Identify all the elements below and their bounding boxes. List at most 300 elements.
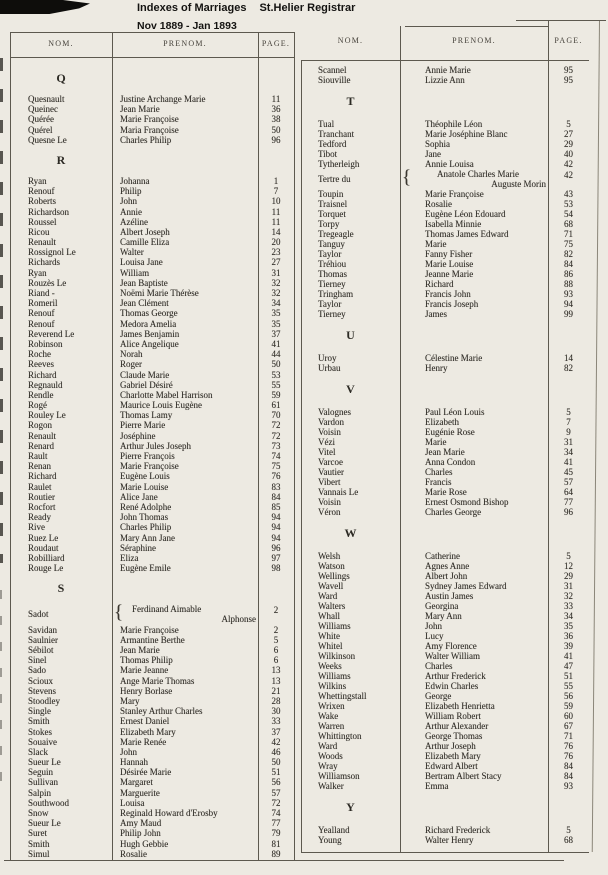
index-row: [10, 370, 294, 380]
page-number: 98: [271, 563, 281, 574]
column-header-nom-left: NOM.: [48, 39, 74, 48]
page-number: 14: [271, 226, 281, 237]
index-row: [10, 339, 294, 349]
page-number: 57: [271, 787, 281, 798]
surname: Renouf: [28, 318, 55, 329]
surname: Wake: [318, 711, 339, 721]
page-number: 72: [271, 430, 281, 441]
page-number: 74: [271, 451, 281, 461]
forename: Elizabeth: [425, 417, 459, 427]
forename: John: [120, 196, 138, 207]
table-rule: [301, 852, 589, 853]
surname: Robilliard: [28, 552, 65, 563]
page-number: 46: [271, 746, 281, 757]
forename: Agnes Anne: [425, 561, 470, 571]
page-number: 31: [271, 267, 281, 278]
page-number: 94: [271, 532, 281, 543]
page-number: 45: [564, 467, 573, 477]
index-row: [301, 169, 589, 189]
index-row: [10, 563, 294, 573]
page-number: 7: [566, 417, 571, 427]
page-number: 72: [271, 797, 281, 808]
forename: Rosalie: [425, 199, 452, 209]
surname: Roberts: [28, 196, 56, 207]
surname: Ward: [318, 591, 338, 601]
page-number: 73: [271, 440, 281, 451]
page-number: 42: [564, 170, 573, 180]
index-row: [301, 571, 589, 581]
page-number: 2: [273, 605, 279, 616]
surname: Rive: [28, 522, 45, 533]
surname: Slack: [28, 746, 48, 757]
forename: [400, 169, 548, 189]
index-row: [301, 825, 589, 835]
index-row: [10, 319, 294, 329]
section-letter-Q: Q: [56, 71, 66, 85]
page-number: 35: [271, 308, 281, 319]
forename: Elizabeth Henrietta: [425, 701, 495, 711]
forename-line1: Ferdinand Aimable: [132, 604, 202, 615]
page-number: 61: [271, 400, 281, 411]
page-number: 11: [271, 94, 281, 104]
page-number: 56: [271, 777, 281, 788]
forename: Sophia: [425, 139, 451, 149]
index-row: [301, 65, 589, 75]
forename: Lizzie Ann: [425, 75, 465, 85]
page-number: 11: [271, 216, 281, 227]
page-number: 35: [271, 318, 281, 329]
surname: Tedford: [318, 139, 347, 149]
forename: George Thomas: [425, 731, 483, 741]
forename: Richard Frederick: [425, 825, 491, 835]
forename: Charles: [425, 661, 453, 671]
forename: Medora Amelia: [120, 318, 177, 329]
page-number: 68: [564, 835, 573, 845]
surname: Richards: [28, 257, 60, 268]
surname: Rogon: [28, 420, 53, 431]
surname: Stoodley: [28, 695, 61, 706]
index-row: [10, 104, 294, 114]
forename: Jean Baptiste: [120, 277, 168, 288]
surname: Quérée: [28, 114, 54, 125]
surname: Williams: [318, 621, 351, 631]
page-number: 13: [271, 665, 281, 676]
index-row: [301, 149, 589, 159]
index-row: [10, 298, 294, 308]
forename: Walter William: [425, 651, 480, 661]
surname: Rendle: [28, 389, 54, 400]
index-row: [10, 706, 294, 716]
forename: Elizabeth Mary: [120, 726, 176, 737]
forename: Justine Archange Marie: [120, 94, 206, 104]
page-number: 55: [271, 379, 281, 390]
surname: Robinson: [28, 338, 63, 349]
index-row: [10, 553, 294, 563]
page-number: 77: [271, 818, 281, 829]
surname: Southwood: [28, 797, 70, 808]
surname: Rault: [28, 451, 48, 461]
page-number: 68: [564, 219, 573, 229]
page-number: 31: [564, 437, 573, 447]
surname: Savidan: [28, 624, 57, 635]
surname: Richard: [28, 369, 57, 380]
forename: Eugène Louis: [120, 471, 170, 482]
forename: Noëmi Marie Thérèse: [120, 288, 199, 298]
page-number: 34: [564, 447, 573, 457]
page-number: 93: [564, 289, 573, 299]
page-number: 32: [271, 288, 281, 298]
index-row: [301, 591, 589, 601]
page-number: 42: [271, 736, 281, 747]
surname: Riand -: [28, 288, 55, 298]
index-row: [10, 227, 294, 237]
page-number: 76: [271, 471, 281, 482]
index-row: [10, 676, 294, 686]
forename: Arthur Jules Joseph: [120, 440, 191, 451]
forename: Reginald Howard d'Erosby: [120, 808, 218, 819]
forename: Armantine Berthe: [120, 634, 185, 645]
page-number: 39: [564, 641, 573, 651]
table-rule: [294, 32, 295, 860]
index-row: [301, 671, 589, 681]
index-row: [301, 219, 589, 229]
index-row: [10, 410, 294, 420]
forename: Eugène Léon Edouard: [425, 209, 506, 219]
index-row: [10, 788, 294, 798]
section-letter-R: R: [56, 152, 66, 167]
forename: Philip John: [120, 828, 161, 839]
index-row: [301, 279, 589, 289]
page-number: 57: [564, 477, 573, 487]
surname: Routier: [28, 491, 55, 502]
forename-line1: Anatole Charles Marie: [437, 169, 519, 179]
index-row: [10, 665, 294, 675]
forename: Philip: [120, 186, 142, 197]
index-row: [301, 611, 589, 621]
surname: Sadot: [28, 609, 49, 620]
forename: Austin James: [425, 591, 474, 601]
index-row: [301, 731, 589, 741]
index-row: [10, 380, 294, 390]
index-row: [301, 467, 589, 477]
page-number: 70: [271, 410, 281, 421]
section-letter-U: U: [346, 328, 355, 342]
surname: Reeves: [28, 359, 54, 370]
index-row: [10, 849, 294, 859]
page-number: 36: [271, 104, 281, 115]
surname: Rossignol Le: [28, 247, 76, 258]
index-row: [10, 716, 294, 726]
index-row: [301, 407, 589, 417]
index-row: [301, 661, 589, 671]
index-row: [10, 533, 294, 543]
surname: Torpy: [318, 219, 340, 229]
index-row: [301, 477, 589, 487]
forename: Stanley Arthur Charles: [120, 706, 203, 717]
surname: Sébilot: [28, 645, 54, 656]
forename: Pierre François: [120, 451, 175, 461]
page-number: 31: [564, 581, 573, 591]
forename: Marie Françoise: [120, 624, 179, 635]
table-rule: [592, 20, 600, 852]
section-letter-Y: Y: [346, 800, 355, 814]
page-number: 94: [271, 522, 281, 533]
index-row: [10, 431, 294, 441]
page-number: 71: [564, 731, 573, 741]
page-number: 27: [271, 257, 281, 268]
page-number: 2: [273, 624, 279, 635]
page-number: 97: [271, 552, 281, 563]
surname: Renouf: [28, 186, 55, 197]
surname: Renouf: [28, 308, 55, 319]
column-header-prenom-right: PRENOM.: [452, 36, 496, 45]
surname: Weeks: [318, 661, 342, 671]
surname: Taylor: [318, 249, 342, 259]
surname: Snow: [28, 808, 49, 819]
page-number: 96: [564, 507, 573, 517]
index-row: [301, 681, 589, 691]
forename: Marguerite: [120, 787, 160, 798]
forename: Charles George: [425, 507, 482, 517]
brace-glyph: {: [114, 602, 124, 624]
forename: George: [425, 691, 452, 701]
forename: Thomas Lamy: [120, 410, 173, 421]
forename: Catherine: [425, 551, 460, 561]
forename: Claude Marie: [120, 369, 170, 380]
surname: Raulet: [28, 481, 52, 492]
page-number: 30: [271, 706, 281, 717]
surname: Stokes: [28, 726, 53, 737]
index-row: [10, 828, 294, 838]
forename: Arthur Alexander: [425, 721, 489, 731]
page-number: 59: [271, 389, 281, 400]
table-rule: [516, 20, 606, 21]
forename: Ernest Daniel: [120, 716, 170, 727]
index-row: [301, 701, 589, 711]
index-row: [10, 686, 294, 696]
section-letter-T: T: [346, 94, 355, 108]
surname: Siouville: [318, 75, 351, 85]
index-row: [10, 522, 294, 532]
index-row: [301, 457, 589, 467]
index-row: [301, 259, 589, 269]
forename: Thomas Philip: [120, 655, 173, 666]
page-number: 1: [273, 175, 279, 186]
page-number: 44: [271, 349, 281, 360]
index-row: [10, 451, 294, 461]
page-number: 7: [273, 186, 279, 197]
page-number: 9: [566, 427, 571, 437]
surname: Whittington: [318, 731, 362, 741]
surname: Wray: [318, 761, 338, 771]
page-number: 59: [564, 701, 573, 711]
surname: Vézi: [318, 437, 335, 447]
forename: Marie Rose: [425, 487, 467, 497]
forename: James Benjamin: [120, 328, 180, 339]
surname: Romeril: [28, 298, 58, 309]
forename: Arthur Frederick: [425, 671, 486, 681]
forename: Francis: [425, 477, 452, 487]
index-row: [301, 239, 589, 249]
surname: Renault: [28, 430, 56, 441]
index-row: [10, 625, 294, 635]
surname: Quérel: [28, 124, 53, 135]
forename: Amy Maud: [120, 818, 162, 829]
forename: John Thomas: [120, 512, 169, 523]
surname: Tertre du: [318, 174, 351, 184]
page-number: 20: [271, 237, 281, 248]
page-number: 5: [566, 825, 571, 835]
page-number: 94: [271, 512, 281, 523]
surname: Whall: [318, 611, 340, 621]
index-row: [10, 492, 294, 502]
page-number: 6: [273, 645, 279, 656]
forename: Richard: [425, 279, 454, 289]
index-row: [301, 741, 589, 751]
page-number: 84: [564, 259, 573, 269]
forename: Théophile Léon: [425, 119, 483, 129]
forename: Annie Louisa: [425, 159, 474, 169]
surname: Walker: [318, 781, 344, 791]
index-row: [10, 808, 294, 818]
forename: Norah: [120, 349, 143, 360]
index-row: [10, 727, 294, 737]
surname: Ryan: [28, 267, 47, 278]
index-row: [301, 159, 589, 169]
forename: René Adolphe: [120, 501, 172, 512]
page-number: 5: [273, 634, 279, 645]
page-number: 85: [271, 501, 281, 512]
forename: James: [425, 309, 447, 319]
page-number: 35: [564, 621, 573, 631]
surname: Ward: [318, 741, 338, 751]
surname: Tierney: [318, 279, 346, 289]
page-number: 12: [564, 561, 573, 571]
page-number: 96: [271, 542, 281, 553]
forename: [112, 604, 258, 624]
forename: Jean Clément: [120, 298, 169, 309]
forename: Joséphine: [120, 430, 156, 441]
page-number: 41: [564, 457, 573, 467]
index-row: [10, 757, 294, 767]
index-row: [301, 487, 589, 497]
page-number: 67: [564, 721, 573, 731]
page-number: 29: [564, 571, 573, 581]
index-row: [10, 278, 294, 288]
forename: Marie Françoise: [120, 461, 179, 472]
surname: Roche: [28, 349, 51, 360]
page-number: 74: [271, 808, 281, 819]
surname: Renault: [28, 237, 56, 248]
index-row: [10, 441, 294, 451]
scan-corner-artifact: [0, 0, 90, 14]
surname: Tringham: [318, 289, 354, 299]
index-row: [301, 299, 589, 309]
forename: Jean Marie: [120, 645, 160, 656]
forename: Charlotte Mabel Harrison: [120, 389, 213, 400]
forename: Francis Joseph: [425, 299, 479, 309]
surname: Véron: [318, 507, 341, 517]
forename: Azéline: [120, 216, 148, 227]
page-number: 76: [564, 741, 573, 751]
surname: Rouley Le: [28, 410, 66, 421]
index-row: [301, 427, 589, 437]
page-number: 34: [564, 611, 573, 621]
forename: Marie Louise: [120, 481, 169, 492]
section-letter-W: W: [344, 526, 357, 540]
index-row: [301, 507, 589, 517]
surname: Vautier: [318, 467, 344, 477]
index-row: [10, 482, 294, 492]
surname: Simul: [28, 848, 50, 859]
surname: Tual: [318, 119, 335, 129]
index-row: [301, 711, 589, 721]
forename: Marie: [425, 437, 447, 447]
surname: Scannel: [318, 65, 347, 75]
index-row: [301, 353, 589, 363]
forename: Marie Françoise: [120, 114, 179, 125]
page-number: 95: [564, 65, 573, 75]
index-row: [301, 269, 589, 279]
index-row: [10, 207, 294, 217]
surname: Quesnault: [28, 94, 65, 104]
surname: Tranchant: [318, 129, 355, 139]
index-row: [10, 777, 294, 787]
surname: Sullivan: [28, 777, 59, 788]
scan-edge-artifact: [0, 590, 2, 790]
page-number: 99: [564, 309, 573, 319]
index-row: [301, 75, 589, 85]
forename: Camille Eliza: [120, 237, 170, 248]
forename: Eugène Emile: [120, 563, 171, 574]
forename: Marie Louise: [425, 259, 474, 269]
forename: Charles Philip: [120, 522, 172, 533]
index-row: [301, 129, 589, 139]
surname: Rocfort: [28, 501, 56, 512]
forename: Fanny Fisher: [425, 249, 473, 259]
forename: Margaret: [120, 777, 153, 788]
forename: Marie Joséphine Blanc: [425, 129, 508, 139]
index-row: [301, 551, 589, 561]
page-number: 53: [271, 369, 281, 380]
surname: Salpin: [28, 787, 52, 798]
page-number: 33: [564, 601, 573, 611]
index-row: [301, 761, 589, 771]
index-row: [10, 471, 294, 481]
page-number: 29: [564, 139, 573, 149]
surname: Woods: [318, 751, 343, 761]
surname: Stevens: [28, 685, 56, 696]
surname: Uroy: [318, 353, 337, 363]
surname: Ruez Le: [28, 532, 59, 543]
surname: Tregeagle: [318, 229, 354, 239]
index-row: [301, 437, 589, 447]
index-row: [301, 835, 589, 845]
index-row: [301, 631, 589, 641]
forename: Alice Angelique: [120, 338, 179, 349]
page-number: 50: [271, 124, 281, 135]
surname: Wellings: [318, 571, 350, 581]
forename: Lucy: [425, 631, 444, 641]
forename: Arthur Joseph: [425, 741, 476, 751]
forename: Jean Marie: [120, 104, 160, 115]
forename: Amy Florence: [425, 641, 477, 651]
index-row: [301, 363, 589, 373]
surname: Vannais Le: [318, 487, 359, 497]
page-number: 37: [271, 328, 281, 339]
forename: Louisa Jane: [120, 257, 163, 268]
forename: Pierre Marie: [120, 420, 166, 431]
